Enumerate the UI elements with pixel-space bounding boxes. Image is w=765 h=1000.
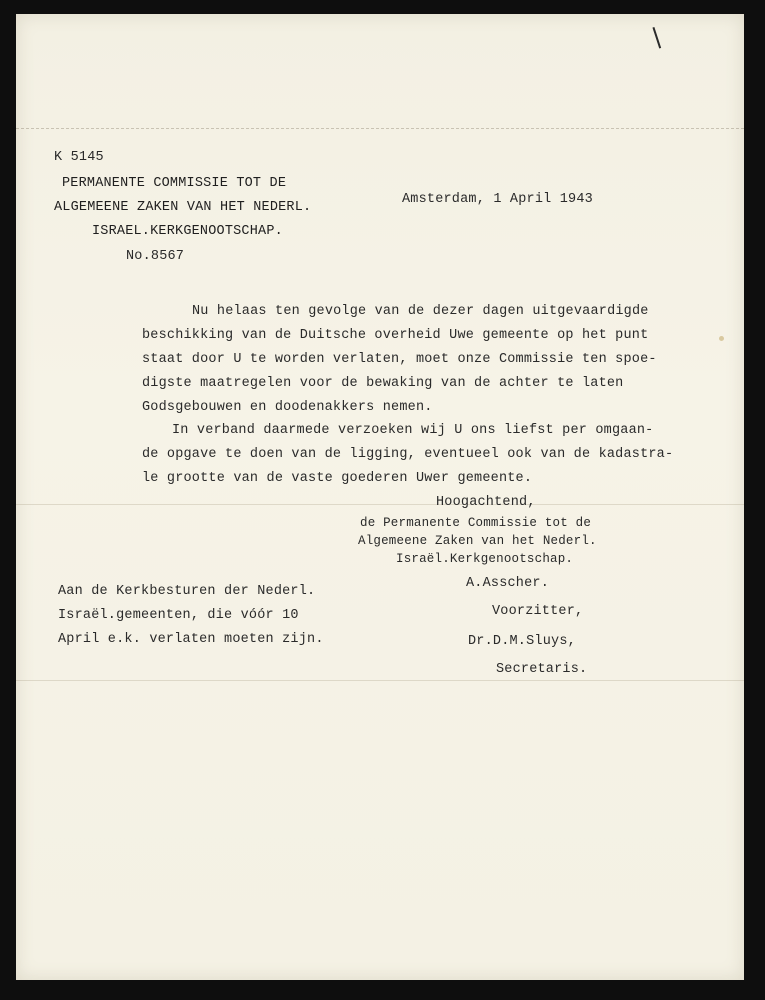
paper-sheet — [16, 14, 744, 980]
addressee-line-1: Aan de Kerkbesturen der Nederl. — [58, 584, 316, 599]
body-line-8: le grootte van de vaste goederen Uwer gemeente. — [142, 471, 533, 486]
reference-number: K 5145 — [54, 150, 104, 165]
signatory-org-line-1: de Permanente Commissie tot de — [360, 516, 592, 530]
sender-line-2: ALGEMEENE ZAKEN VAN HET NEDERL. — [54, 200, 312, 215]
sender-line-3: ISRAEL.KERKGENOOTSCHAP. — [92, 224, 283, 239]
signatory-title-2: Secretaris. — [496, 662, 588, 677]
letter-number: No.8567 — [126, 249, 185, 264]
body-line-5: Godsgebouwen en doodenakkers nemen. — [142, 400, 433, 415]
body-line-6: In verband daarmede verzoeken wij U ons liefst per omgaan- — [172, 423, 654, 438]
place-and-date: Amsterdam, 1 April 1943 — [402, 192, 593, 207]
body-line-7: de opgave te doen van de ligging, eventueel ook van de kadastra- — [142, 447, 674, 462]
signatory-org-line-3: Israël.Kerkgenootschap. — [396, 552, 574, 566]
paper-stain — [719, 336, 724, 341]
fold-line-top — [16, 128, 744, 130]
closing-salutation: Hoogachtend, — [436, 495, 536, 510]
addressee-line-2: Israël.gemeenten, die vóór 10 — [58, 608, 299, 623]
sender-line-1: PERMANENTE COMMISSIE TOT DE — [62, 176, 287, 191]
body-line-1: Nu helaas ten gevolge van de dezer dagen uitgevaardigde — [192, 304, 649, 319]
fold-line-middle — [16, 504, 744, 505]
signatory-org-line-2: Algemeene Zaken van het Nederl. — [358, 534, 597, 548]
fold-line-lower — [16, 680, 744, 681]
signatory-title-1: Voorzitter, — [492, 604, 584, 619]
paper-tear — [645, 27, 661, 51]
addressee-line-3: April e.k. verlaten moeten zijn. — [58, 632, 324, 647]
signatory-name-1: A.Asscher. — [466, 576, 550, 591]
body-line-3: staat door U te worden verlaten, moet onze Commissie ten spoe- — [142, 352, 657, 367]
body-line-4: digste maatregelen voor de bewaking van de achter te laten — [142, 376, 624, 391]
body-line-2: beschikking van de Duitsche overheid Uwe gemeente op het punt — [142, 328, 649, 343]
signatory-name-2: Dr.D.M.Sluys, — [468, 634, 576, 649]
